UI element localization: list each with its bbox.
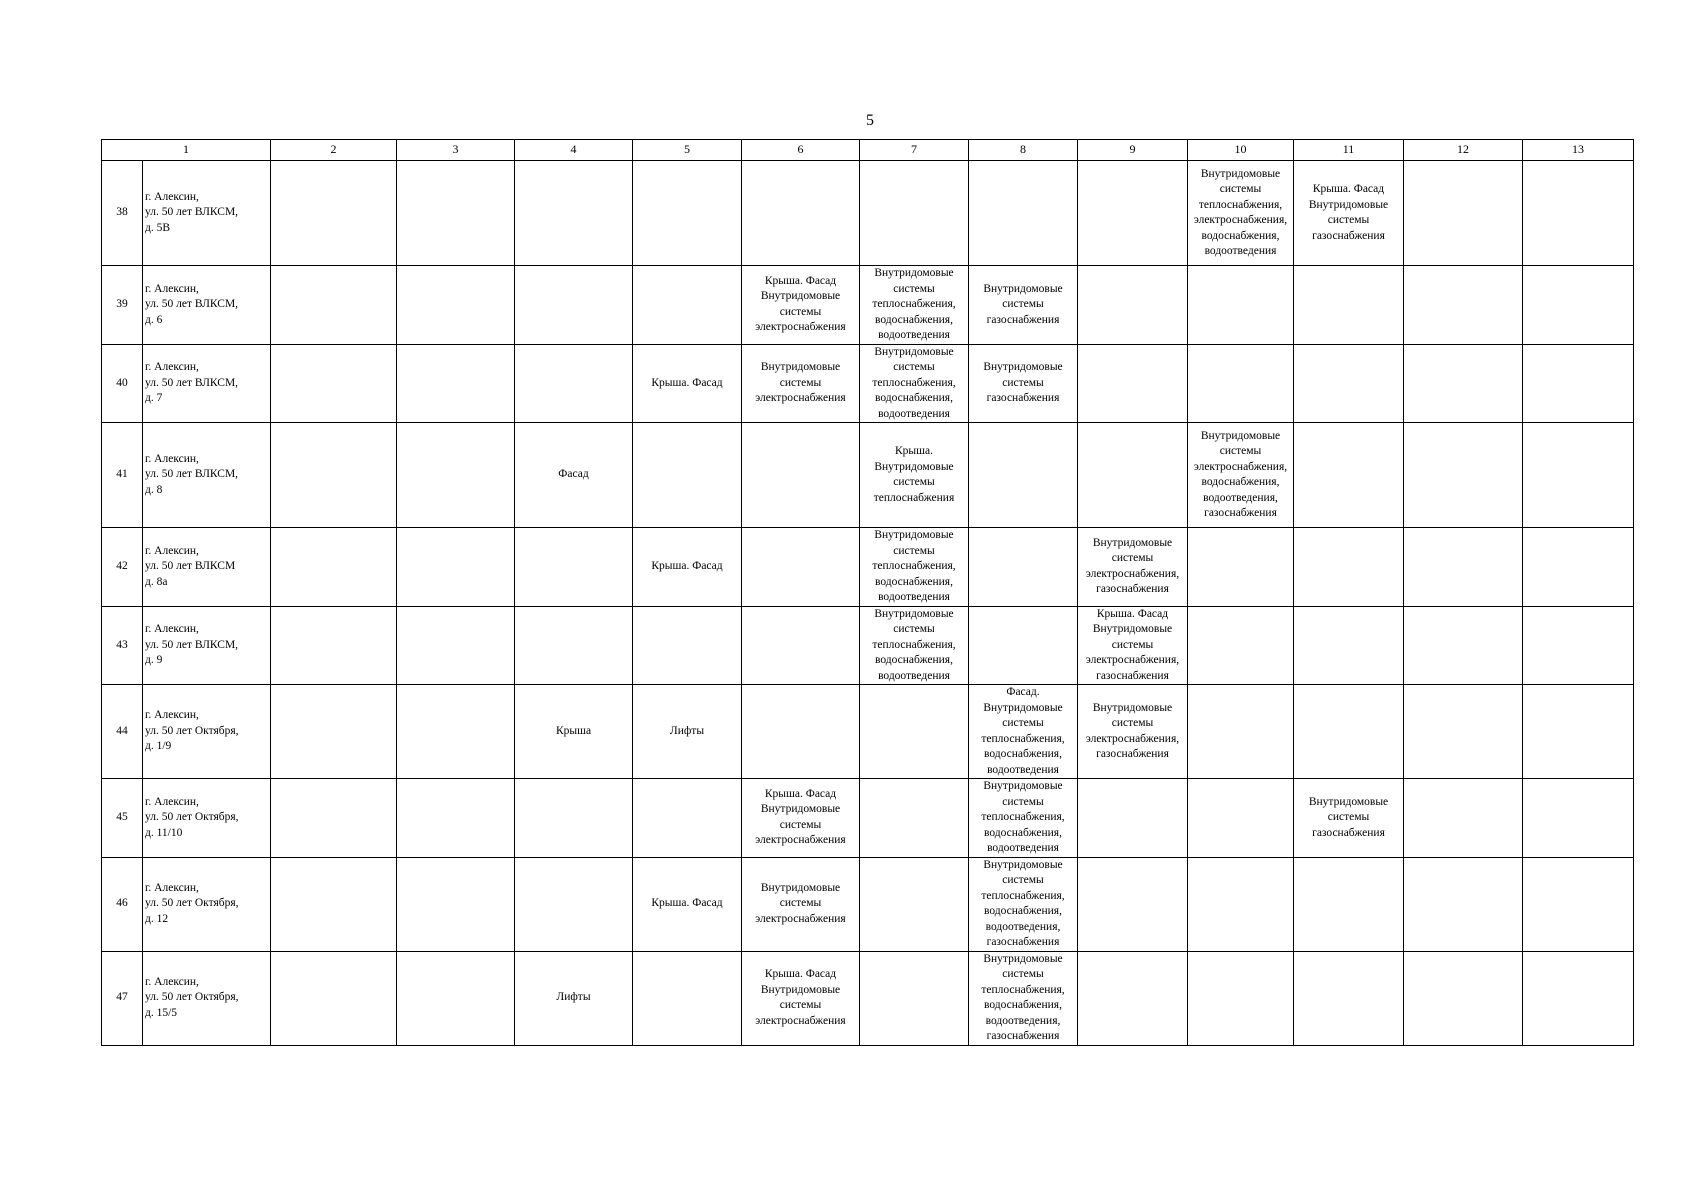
column-header-5: 5	[633, 140, 742, 161]
address-line: д. 8	[145, 483, 163, 496]
work-cell-col-8: Внутридомовые системы газоснабжения	[969, 344, 1078, 423]
work-cell-col-3	[397, 266, 515, 345]
column-header-9: 9	[1078, 140, 1188, 161]
work-cell-col-6	[742, 606, 860, 685]
work-cell-col-5: Крыша. Фасад	[633, 344, 742, 423]
work-cell-col-2	[271, 528, 397, 607]
work-cell-col-7	[860, 161, 969, 266]
row-number: 42	[102, 528, 143, 607]
address-line: г. Алексин,	[145, 544, 199, 557]
row-number: 47	[102, 951, 143, 1045]
work-cell-col-6: Крыша. Фасад Внутридомовые системы электроснабжения	[742, 266, 860, 345]
address-line: ул. 50 лет ВЛКСМ,	[145, 206, 239, 219]
work-cell-col-4	[515, 779, 633, 858]
address-line: д. 1/9	[145, 740, 172, 753]
address-cell	[143, 779, 271, 858]
work-cell-col-13	[1523, 857, 1634, 951]
table-row	[102, 857, 1634, 951]
address-line: ул. 50 лет ВЛКСМ,	[145, 468, 239, 481]
address-line: ул. 50 лет Октября,	[145, 811, 239, 823]
address-cell	[143, 423, 271, 528]
page-number: 5	[866, 112, 874, 129]
column-header-1: 1	[102, 140, 271, 161]
address-line: г. Алексин,	[145, 282, 199, 295]
address-line: д. 12	[145, 912, 169, 925]
work-cell-col-8: Фасад. Внутридомовые системы теплоснабжения, водоснабжения, водоотведения	[969, 685, 1078, 779]
work-cell-col-2	[271, 951, 397, 1045]
column-header-2: 2	[271, 140, 397, 161]
column-header-11: 11	[1294, 140, 1404, 161]
work-cell-col-4	[515, 344, 633, 423]
row-number: 39	[102, 266, 143, 345]
row-number: 45	[102, 779, 143, 858]
table-row	[102, 161, 1634, 266]
address-line: д. 11/10	[145, 826, 183, 839]
address-line: ул. 50 лет ВЛКСМ,	[145, 298, 239, 310]
work-cell-col-12	[1404, 951, 1523, 1045]
work-cell-col-12	[1404, 161, 1523, 266]
work-cell-col-7: Внутридомовые системы теплоснабжения, водоснабжения, водоотведения	[860, 606, 969, 685]
work-cell-col-13	[1523, 606, 1634, 685]
work-cell-col-6	[742, 161, 860, 266]
work-cell-col-11	[1294, 423, 1404, 528]
work-cell-col-4: Фасад	[515, 423, 633, 528]
work-cell-col-2	[271, 161, 397, 266]
work-cell-col-9	[1078, 423, 1188, 528]
work-cell-col-12	[1404, 528, 1523, 607]
address-cell	[143, 266, 271, 345]
work-cell-col-13	[1523, 161, 1634, 266]
work-cell-col-13	[1523, 951, 1634, 1045]
work-cell-col-2	[271, 266, 397, 345]
column-header-7: 7	[860, 140, 969, 161]
table-body	[102, 161, 1634, 1046]
work-cell-col-9	[1078, 266, 1188, 345]
address-cell	[143, 685, 271, 779]
table-row	[102, 423, 1634, 528]
work-cell-col-11	[1294, 266, 1404, 345]
work-cell-col-10	[1188, 266, 1294, 345]
work-cell-col-10	[1188, 951, 1294, 1045]
table-row	[102, 779, 1634, 858]
work-cell-col-6: Внутридомовые системы электроснабжения	[742, 344, 860, 423]
work-cell-col-10	[1188, 685, 1294, 779]
table-row	[102, 951, 1634, 1045]
work-cell-col-5	[633, 423, 742, 528]
work-cell-col-11	[1294, 857, 1404, 951]
work-cell-col-8: Внутридомовые системы газоснабжения	[969, 266, 1078, 345]
column-header-6: 6	[742, 140, 860, 161]
work-cell-col-7	[860, 857, 969, 951]
work-cell-col-9: Внутридомовые системы электроснабжения, газоснабжения	[1078, 685, 1188, 779]
row-number: 40	[102, 344, 143, 423]
address-line: д. 5В	[145, 221, 171, 234]
address-line: д. 6	[145, 313, 163, 326]
work-cell-col-9: Внутридомовые системы электроснабжения, газоснабжения	[1078, 528, 1188, 607]
work-cell-col-4	[515, 857, 633, 951]
work-cell-col-2	[271, 779, 397, 858]
work-cell-col-13	[1523, 528, 1634, 607]
address-line: г. Алексин,	[145, 452, 199, 465]
work-cell-col-9	[1078, 951, 1188, 1045]
work-cell-col-10: Внутридомовые системы электроснабжения, водоснабжения, водоотведения, газоснабжения	[1188, 423, 1294, 528]
work-cell-col-11	[1294, 951, 1404, 1045]
address-line: ул. 50 лет Октября,	[145, 724, 239, 737]
column-header-4: 4	[515, 140, 633, 161]
work-cell-col-11	[1294, 528, 1404, 607]
address-line: ул. 50 лет Октября,	[145, 897, 239, 910]
address-line: д. 7	[145, 392, 163, 404]
address-line: г. Алексин,	[145, 361, 199, 373]
work-cell-col-8	[969, 161, 1078, 266]
work-cell-col-5	[633, 951, 742, 1045]
row-number: 44	[102, 685, 143, 779]
work-cell-col-7	[860, 685, 969, 779]
work-cell-col-13	[1523, 344, 1634, 423]
address-cell	[143, 344, 271, 423]
repair-schedule-table	[101, 139, 1634, 1046]
work-cell-col-8	[969, 528, 1078, 607]
address-line: ул. 50 лет ВЛКСМ,	[145, 638, 239, 651]
address-line: г. Алексин,	[145, 975, 199, 988]
work-cell-col-5	[633, 779, 742, 858]
work-cell-col-10: Внутридомовые системы теплоснабжения, электроснабжения, водоснабжения, водоотведения	[1188, 161, 1294, 266]
table-row	[102, 528, 1634, 607]
address-line: д. 9	[145, 654, 163, 666]
address-line: ул. 50 лет ВЛКСМ	[145, 560, 236, 572]
table-row	[102, 606, 1634, 685]
work-cell-col-9	[1078, 161, 1188, 266]
work-cell-col-7: Внутридомовые системы теплоснабжения, водоснабжения, водоотведения	[860, 344, 969, 423]
address-line: г. Алексин,	[145, 709, 199, 722]
work-cell-col-12	[1404, 266, 1523, 345]
work-cell-col-3	[397, 951, 515, 1045]
address-cell	[143, 528, 271, 607]
work-cell-col-4	[515, 606, 633, 685]
column-header-3: 3	[397, 140, 515, 161]
address-line: ул. 50 лет ВЛКСМ,	[145, 376, 239, 389]
work-cell-col-9	[1078, 857, 1188, 951]
work-cell-col-3	[397, 161, 515, 266]
work-cell-col-10	[1188, 344, 1294, 423]
work-cell-col-6: Внутридомовые системы электроснабжения	[742, 857, 860, 951]
work-cell-col-9	[1078, 779, 1188, 858]
work-cell-col-8	[969, 423, 1078, 528]
work-cell-col-3	[397, 344, 515, 423]
work-cell-col-6	[742, 528, 860, 607]
work-cell-col-8: Внутридомовые системы теплоснабжения, водоснабжения, водоотведения, газоснабжения	[969, 857, 1078, 951]
work-cell-col-12	[1404, 779, 1523, 858]
work-cell-col-4: Лифты	[515, 951, 633, 1045]
work-cell-col-5	[633, 266, 742, 345]
address-cell	[143, 161, 271, 266]
table-header	[102, 140, 1634, 161]
work-cell-col-4: Крыша	[515, 685, 633, 779]
address-line: г. Алексин,	[145, 795, 199, 808]
work-cell-col-7: Внутридомовые системы теплоснабжения, водоснабжения, водоотведения	[860, 266, 969, 345]
address-line: г. Алексин,	[145, 881, 199, 894]
row-number: 38	[102, 161, 143, 266]
column-header-13: 13	[1523, 140, 1634, 161]
address-line: ул. 50 лет Октября,	[145, 991, 239, 1004]
column-header-8: 8	[969, 140, 1078, 161]
work-cell-col-12	[1404, 606, 1523, 685]
table-row	[102, 266, 1634, 345]
address-line: д. 8а	[145, 575, 168, 588]
work-cell-col-13	[1523, 266, 1634, 345]
work-cell-col-10	[1188, 606, 1294, 685]
work-cell-col-2	[271, 423, 397, 528]
address-cell	[143, 857, 271, 951]
work-cell-col-12	[1404, 857, 1523, 951]
work-cell-col-6	[742, 423, 860, 528]
work-cell-col-2	[271, 685, 397, 779]
address-line: г. Алексин,	[145, 623, 199, 635]
table-row	[102, 685, 1634, 779]
work-cell-col-4	[515, 266, 633, 345]
work-cell-col-3	[397, 779, 515, 858]
address-line: д. 15/5	[145, 1006, 178, 1019]
work-cell-col-12	[1404, 344, 1523, 423]
table-row	[102, 344, 1634, 423]
work-cell-col-3	[397, 528, 515, 607]
work-cell-col-12	[1404, 423, 1523, 528]
work-cell-col-9	[1078, 344, 1188, 423]
work-cell-col-3	[397, 857, 515, 951]
work-cell-col-11: Крыша. Фасад Внутридомовые системы газоснабжения	[1294, 161, 1404, 266]
work-cell-col-10	[1188, 779, 1294, 858]
work-cell-col-11: Внутридомовые системы газоснабжения	[1294, 779, 1404, 858]
row-number: 43	[102, 606, 143, 685]
work-cell-col-6: Крыша. Фасад Внутридомовые системы электроснабжения	[742, 779, 860, 858]
work-cell-col-11	[1294, 344, 1404, 423]
work-cell-col-8: Внутридомовые системы теплоснабжения, водоснабжения, водоотведения	[969, 779, 1078, 858]
work-cell-col-10	[1188, 857, 1294, 951]
work-cell-col-2	[271, 344, 397, 423]
work-cell-col-5: Крыша. Фасад	[633, 528, 742, 607]
column-header-12: 12	[1404, 140, 1523, 161]
column-header-10: 10	[1188, 140, 1294, 161]
work-cell-col-7: Крыша. Внутридомовые системы теплоснабжения	[860, 423, 969, 528]
address-line: г. Алексин,	[145, 190, 199, 203]
work-cell-col-9: Крыша. Фасад Внутридомовые системы электроснабжения, газоснабжения	[1078, 606, 1188, 685]
work-cell-col-2	[271, 606, 397, 685]
address-cell	[143, 951, 271, 1045]
work-cell-col-5	[633, 161, 742, 266]
work-cell-col-6	[742, 685, 860, 779]
row-number: 46	[102, 857, 143, 951]
row-number: 41	[102, 423, 143, 528]
work-cell-col-13	[1523, 685, 1634, 779]
work-cell-col-6: Крыша. Фасад Внутридомовые системы электроснабжения	[742, 951, 860, 1045]
work-cell-col-5: Лифты	[633, 685, 742, 779]
work-cell-col-3	[397, 606, 515, 685]
work-cell-col-8	[969, 606, 1078, 685]
work-cell-col-7	[860, 951, 969, 1045]
work-cell-col-12	[1404, 685, 1523, 779]
work-cell-col-11	[1294, 685, 1404, 779]
work-cell-col-13	[1523, 779, 1634, 858]
work-cell-col-3	[397, 423, 515, 528]
work-cell-col-5	[633, 606, 742, 685]
work-cell-col-13	[1523, 423, 1634, 528]
work-cell-col-11	[1294, 606, 1404, 685]
work-cell-col-4	[515, 528, 633, 607]
work-cell-col-8: Внутридомовые системы теплоснабжения, водоснабжения, водоотведения, газоснабжения	[969, 951, 1078, 1045]
work-cell-col-7	[860, 779, 969, 858]
work-cell-col-7: Внутридомовые системы теплоснабжения, водоснабжения, водоотведения	[860, 528, 969, 607]
work-cell-col-2	[271, 857, 397, 951]
address-cell	[143, 606, 271, 685]
work-cell-col-5: Крыша. Фасад	[633, 857, 742, 951]
work-cell-col-4	[515, 161, 633, 266]
work-cell-col-10	[1188, 528, 1294, 607]
work-cell-col-3	[397, 685, 515, 779]
